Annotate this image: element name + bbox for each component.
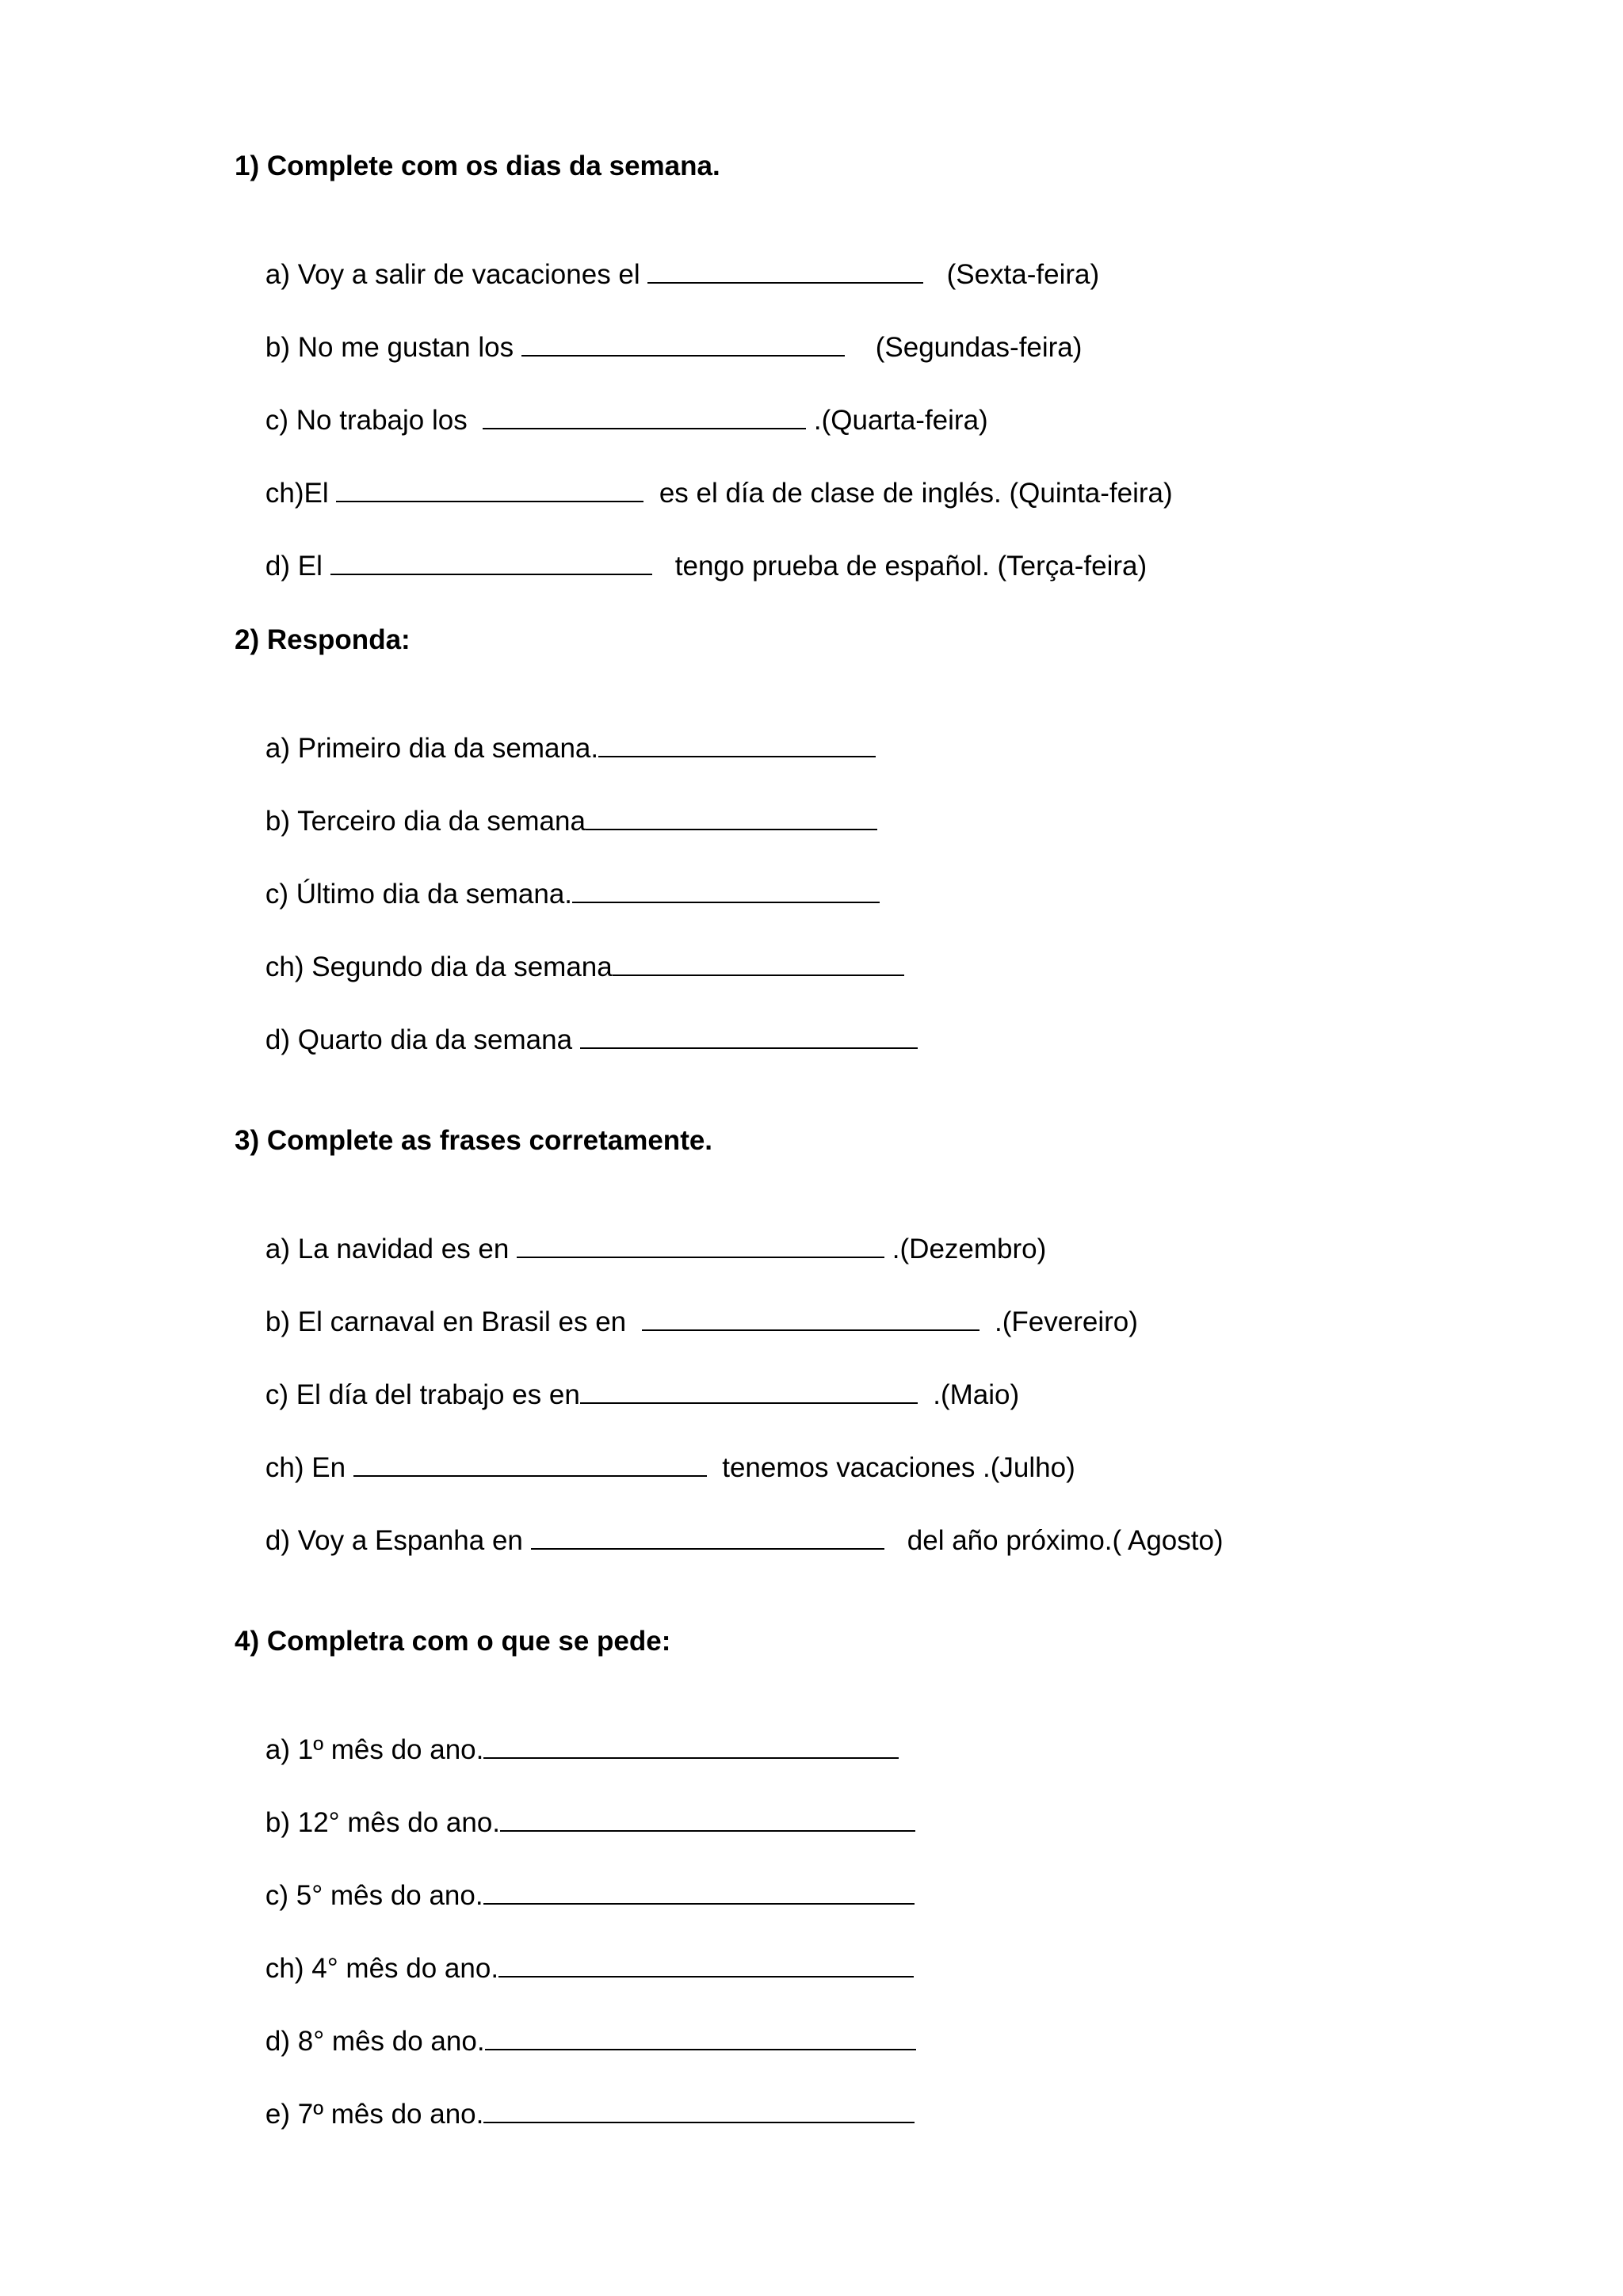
item-suffix: (Sexta-feira) (923, 259, 1100, 290)
item-prefix: c) El día del trabajo es en (265, 1379, 580, 1410)
item-prefix: ch) 4° mês do ano. (265, 1953, 499, 1984)
item-suffix: es el día de clase de inglés. (Quinta-feira) (643, 478, 1173, 509)
section2-item-b (235, 769, 877, 837)
answer-blank[interactable] (521, 330, 845, 357)
item-suffix: del año próximo.( Agosto) (884, 1525, 1224, 1556)
item-prefix: d) El (265, 551, 330, 582)
section2-item-a (235, 696, 876, 764)
answer-blank[interactable] (330, 548, 652, 575)
item-suffix: tengo prueba de español. (Terça-feira) (651, 551, 1148, 582)
item-prefix: c) 5° mês do ano. (265, 1880, 483, 1911)
item-prefix: d) Quarto dia da semana (265, 1024, 580, 1055)
item-prefix: e) 7º mês do ano. (265, 2099, 484, 2130)
section3-item-c (235, 1342, 1020, 1410)
answer-blank[interactable] (336, 475, 643, 502)
item-prefix: b) 12° mês do ano. (265, 1807, 501, 1838)
answer-blank[interactable] (598, 730, 876, 757)
item-prefix: b) Terceiro dia da semana (265, 806, 586, 837)
answer-blank[interactable] (517, 1231, 884, 1258)
item-suffix: tenemos vacaciones .(Julho) (706, 1452, 1075, 1483)
section4-item-c (235, 1843, 915, 1911)
section2-item-c (235, 841, 880, 910)
item-prefix: c) Último dia da semana. (265, 879, 573, 910)
answer-blank[interactable] (572, 876, 880, 903)
item-prefix: d) Voy a Espanha en (265, 1525, 531, 1556)
section1-item-b (235, 295, 1083, 363)
section2-item-ch (235, 914, 904, 982)
item-prefix: d) 8° mês do ano. (265, 2026, 485, 2057)
item-suffix: (Segundas-feira) (844, 332, 1083, 363)
item-prefix: b) El carnaval en Brasil es en (265, 1306, 642, 1337)
section4-heading: 4) Completra com o que se pede: (235, 1626, 671, 1657)
item-prefix: a) 1º mês do ano. (265, 1734, 484, 1765)
item-suffix: .(Dezembro) (884, 1234, 1047, 1264)
section4-item-e (235, 2061, 915, 2130)
section4-item-b (235, 1770, 915, 1838)
answer-blank[interactable] (580, 1377, 918, 1404)
answer-blank[interactable] (353, 1450, 707, 1477)
section4-item-a (235, 1697, 899, 1765)
answer-blank[interactable] (580, 1022, 918, 1049)
answer-blank[interactable] (500, 1805, 915, 1832)
section3-item-a (235, 1196, 1047, 1264)
answer-blank[interactable] (642, 1304, 980, 1331)
item-suffix: .(Maio) (917, 1379, 1020, 1410)
item-prefix: a) La navidad es en (265, 1234, 517, 1264)
answer-blank[interactable] (483, 1878, 915, 1905)
item-suffix: .(Quarta-feira) (806, 405, 988, 436)
answer-blank[interactable] (483, 2096, 915, 2123)
answer-blank[interactable] (647, 257, 923, 284)
item-prefix: c) No trabajo los (265, 405, 483, 436)
section1-item-d (235, 513, 1148, 582)
section1-heading: 1) Complete com os dias da semana. (235, 151, 720, 181)
section1-item-c (235, 368, 988, 436)
item-prefix: a) Primeiro dia da semana. (265, 733, 599, 764)
answer-blank[interactable] (586, 803, 877, 830)
section3-item-ch (235, 1415, 1075, 1483)
section3-heading: 3) Complete as frases corretamente. (235, 1125, 713, 1156)
section2-item-d (235, 987, 918, 1055)
section2-heading: 2) Responda: (235, 624, 411, 655)
section1-item-ch (235, 441, 1173, 509)
item-prefix: ch) Segundo dia da semana (265, 952, 613, 982)
section3-item-d (235, 1488, 1224, 1556)
section4-item-ch (235, 1916, 914, 1984)
section4-item-d (235, 1989, 916, 2057)
answer-blank[interactable] (531, 1523, 884, 1550)
item-prefix: a) Voy a salir de vacaciones el (265, 259, 648, 290)
item-suffix: .(Fevereiro) (979, 1306, 1138, 1337)
section1-item-a (235, 222, 1100, 290)
item-prefix: b) No me gustan los (265, 332, 521, 363)
answer-blank[interactable] (483, 1732, 899, 1759)
item-prefix: ch) En (265, 1452, 353, 1483)
answer-blank[interactable] (485, 2023, 916, 2050)
item-prefix: ch)El (265, 478, 337, 509)
answer-blank[interactable] (483, 402, 806, 429)
answer-blank[interactable] (613, 949, 904, 976)
answer-blank[interactable] (498, 1951, 914, 1978)
section3-item-b (235, 1269, 1138, 1337)
